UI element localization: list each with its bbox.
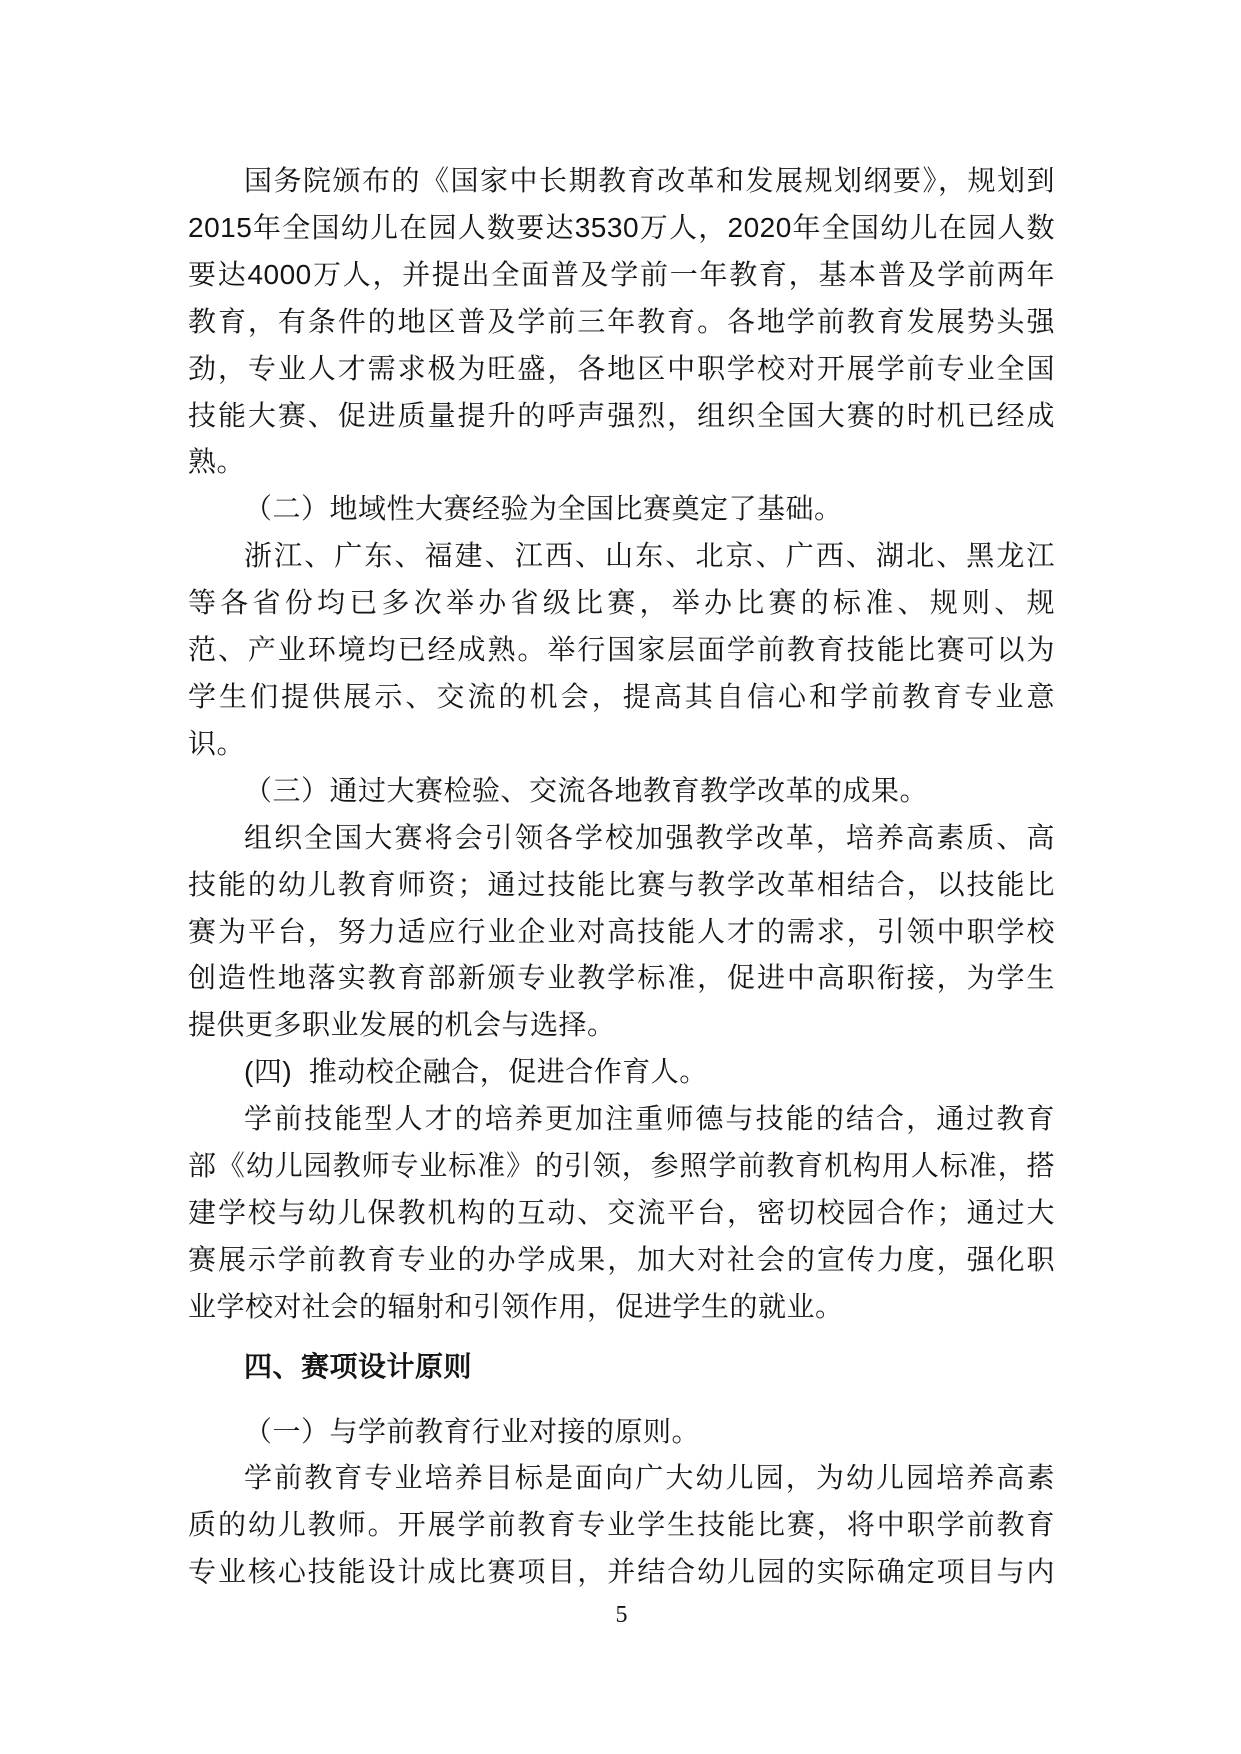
text-line: （二）地域性大赛经验为全国比赛奠定了基础。 [244,493,843,525]
text-line: 2015年全国幼儿在园人数要达3530万人，2020年全国幼儿在园人数 [188,211,1055,243]
text-line: 教育，有条件的地区普及学前三年教育。各地学前教育发展势头强 [188,305,1055,337]
text-line: （三）通过大赛检验、交流各地教育教学改革的成果。 [244,774,929,806]
section-heading: 四、赛项设计原则 [244,1350,473,1382]
text-line: 范、产业环境均已经成熟。举行国家层面学前教育技能比赛可以为 [188,634,1055,666]
text-line: 赛为平台，努力适应行业企业对高技能人才的需求，引领中职学校 [188,915,1055,947]
text-line: （一）与学前教育行业对接的原则。 [244,1415,701,1447]
text-line: 创造性地落实教育部新颁专业教学标准，促进中高职衔接，为学生 [188,962,1055,994]
text-line: 技能大赛、促进质量提升的呼声强烈，组织全国大赛的时机已经成 [188,399,1055,431]
text-line: 建学校与幼儿保教机构的互动、交流平台，密切校园合作；通过大 [188,1196,1055,1228]
text-line: 组织全国大赛将会引领各学校加强教学改革，培养高素质、高 [244,821,1055,853]
text-line: 熟。 [188,446,246,478]
text-line: 学生们提供展示、交流的机会，提高其自信心和学前教育专业意 [188,680,1055,712]
text-line: 部《幼儿园教师专业标准》的引领，参照学前教育机构用人标准，搭 [188,1150,1055,1182]
text-line: 识。 [188,727,246,759]
text-line: 要达4000万人，并提出全面普及学前一年教育，基本普及学前两年 [188,258,1055,290]
text-line: 业学校对社会的辐射和引领作用，促进学生的就业。 [188,1290,844,1322]
text-line: 专业核心技能设计成比赛项目，并结合幼儿园的实际确定项目与内 [188,1556,1055,1588]
text-line: (四) 推动校企融合，促进合作育人。 [244,1056,708,1088]
text-line: 技能的幼儿教育师资；通过技能比赛与教学改革相结合，以技能比 [188,868,1055,900]
page-number: 5 [615,1602,628,1629]
text-line: 赛展示学前教育专业的办学成果，加大对社会的宣传力度，强化职 [188,1243,1055,1275]
text-line: 等各省份均已多次举办省级比赛，举办比赛的标准、规则、规 [188,587,1055,619]
text-line: 提供更多职业发展的机会与选择。 [188,1009,616,1041]
text-line: 学前技能型人才的培养更加注重师德与技能的结合，通过教育 [244,1103,1055,1135]
page-footer [188,1600,1055,1630]
text-line: 国务院颁布的《国家中长期教育改革和发展规划纲要》，规划到 [244,165,1055,196]
document-body [188,158,1055,1596]
text-line: 学前教育专业培养目标是面向广大幼儿园，为幼儿园培养高素 [244,1462,1055,1494]
text-line: 质的幼儿教师。开展学前教育专业学生技能比赛，将中职学前教育 [188,1509,1055,1541]
text-line: 劲，专业人才需求极为旺盛，各地区中职学校对开展学前专业全国 [188,352,1055,384]
text-line: 浙江、广东、福建、江西、山东、北京、广西、湖北、黑龙江 [244,540,1055,572]
